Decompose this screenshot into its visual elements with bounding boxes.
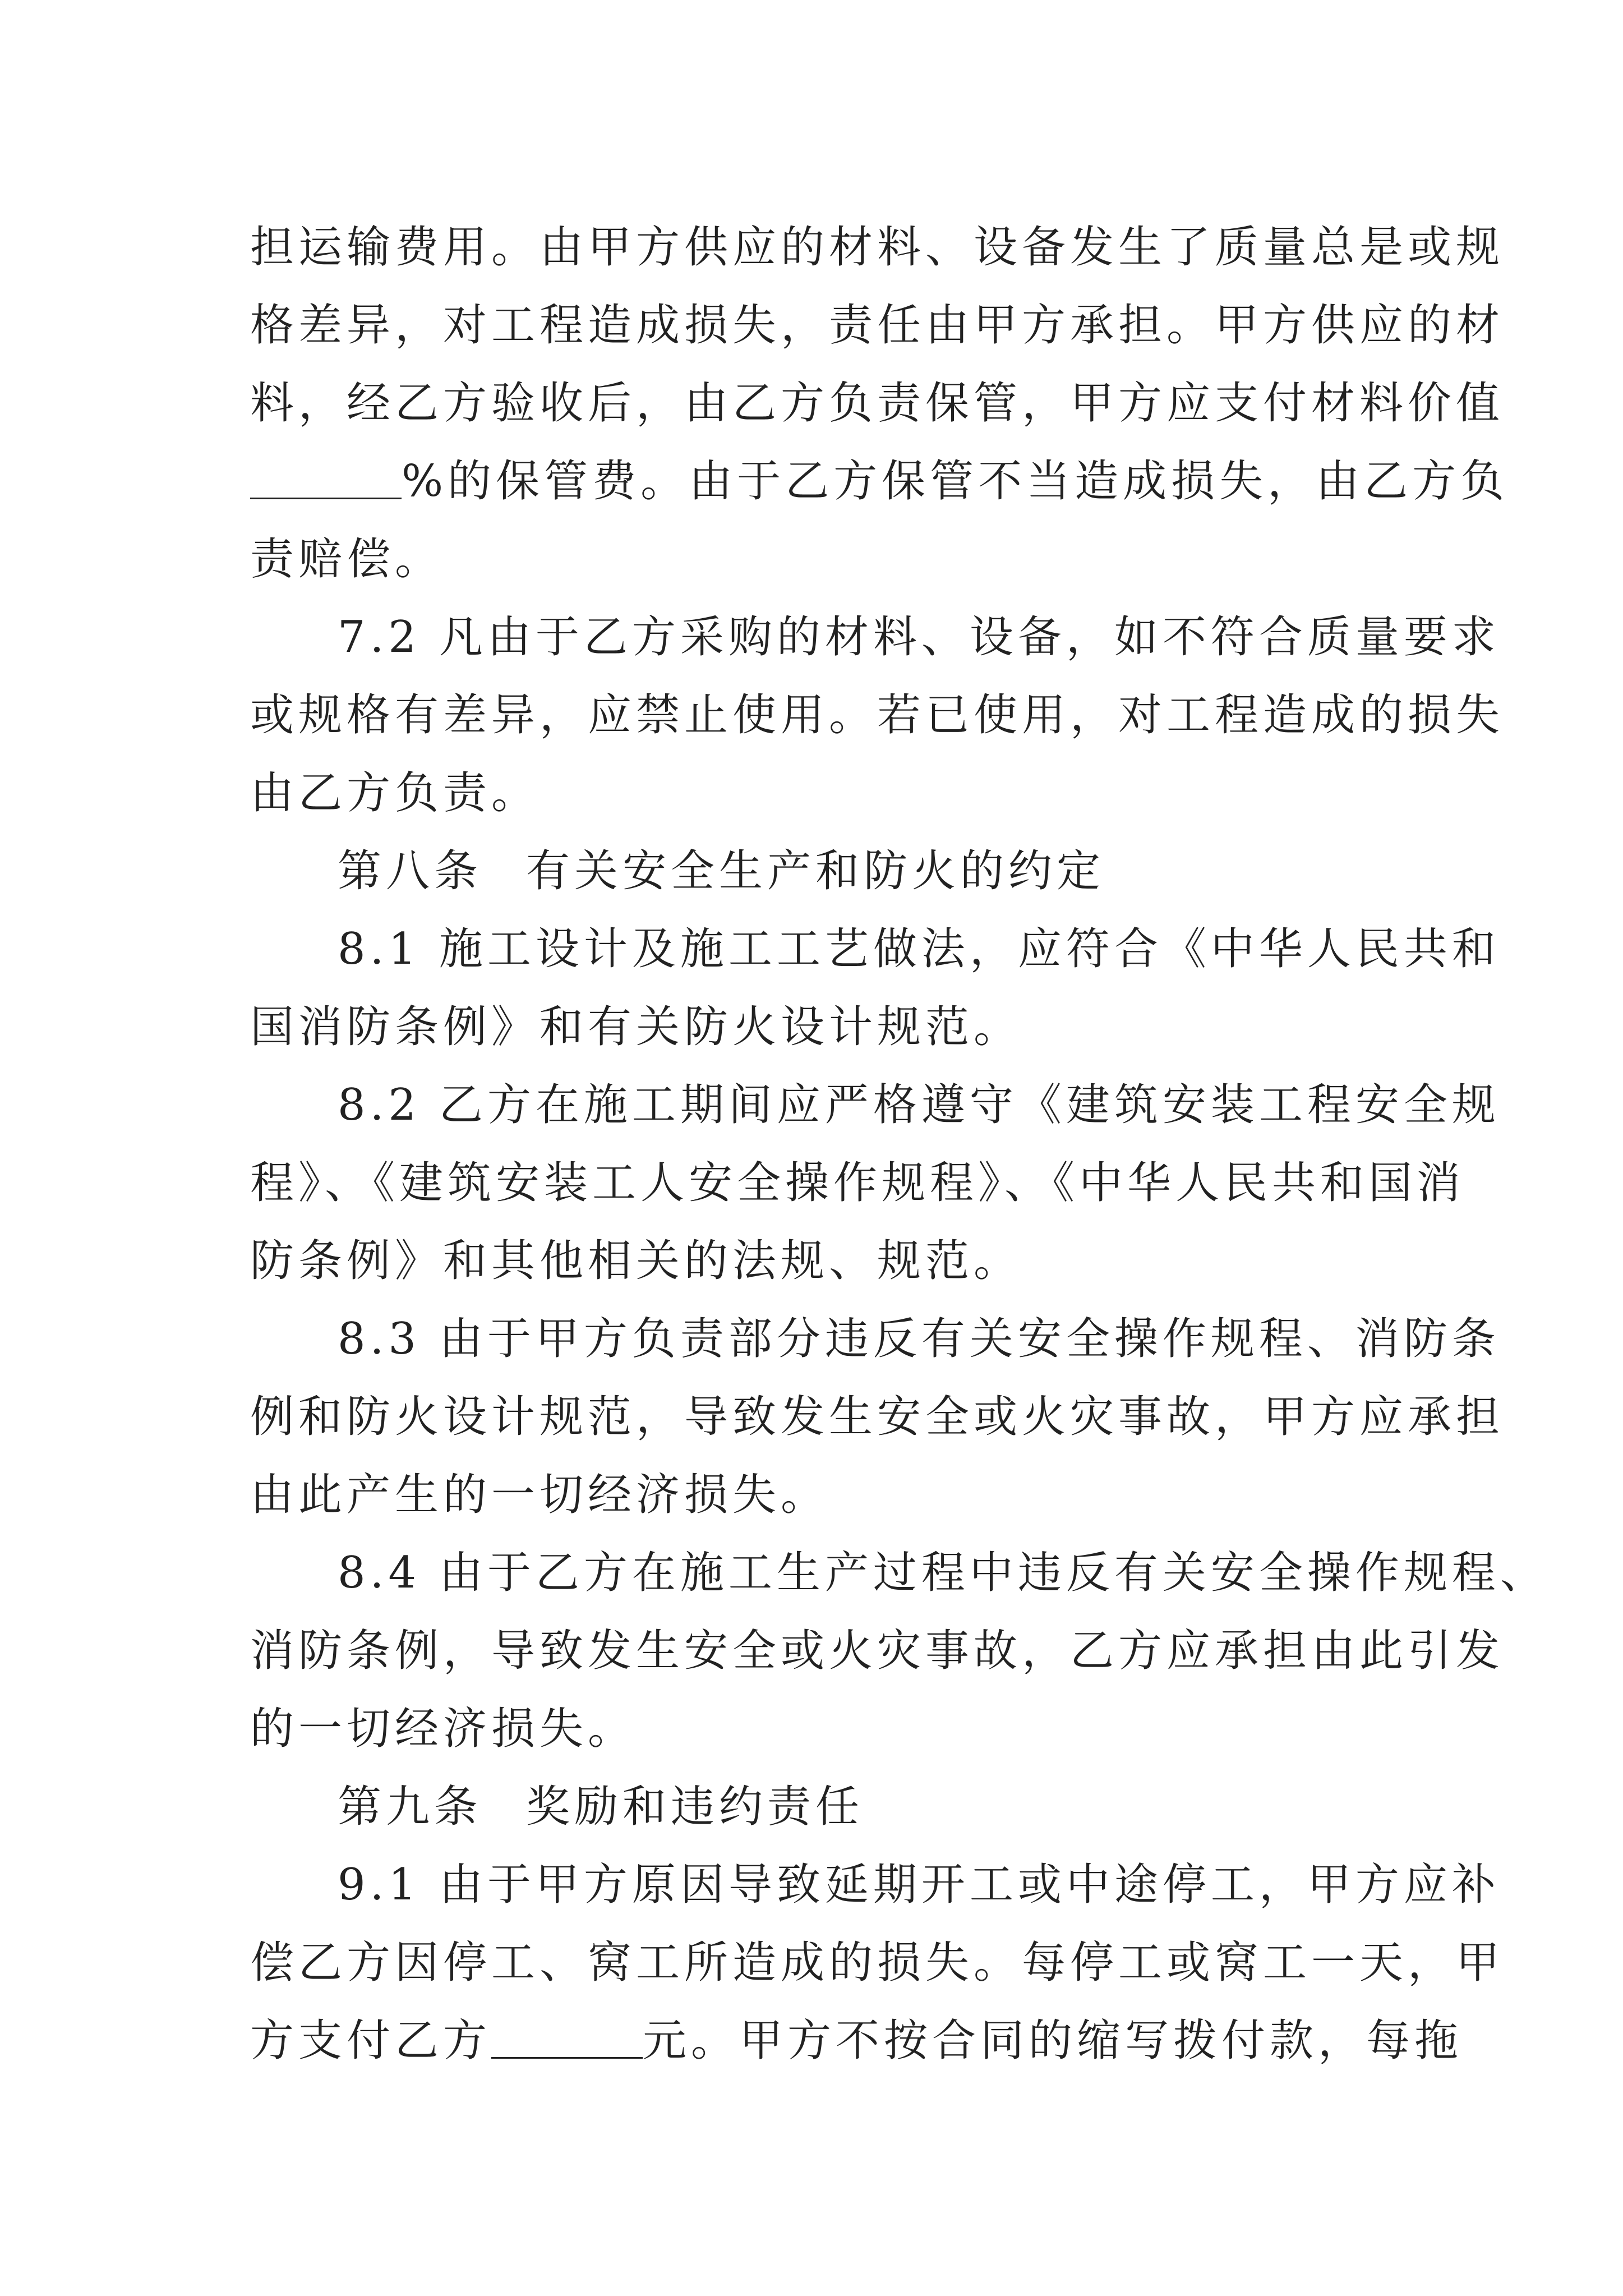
text-line: 料，经乙方验收后，由乙方负责保管，甲方应支付材料价值 (250, 378, 1505, 429)
text-line: 由此产生的一切经济损失。 (250, 1470, 829, 1520)
text-line: 偿乙方因停工、窝工所造成的损失。每停工或窝工一天，甲 (250, 1938, 1505, 1988)
clause-8-1: 8.1 施工设计及施工工艺做法，应符合《中华人民共和 (338, 924, 1500, 974)
document-body (250, 209, 1548, 2080)
text-line: 国消防条例》和有关防火设计规范。 (250, 1002, 1022, 1052)
line-text-after: %的保管费。由于乙方保管不当造成损失，由乙方负 (402, 456, 1509, 507)
clause-8-2: 8.2 乙方在施工期间应严格遵守《建筑安装工程安全规 (338, 1080, 1500, 1130)
text-line: 防条例》和其他相关的法规、规范。 (250, 1236, 1022, 1286)
line-text-before: 方支付乙方 (250, 2016, 492, 2066)
clause-8-3: 8.3 由于甲方负责部分违反有关安全操作规程、消防条 (338, 1314, 1500, 1364)
text-line: 例和防火设计规范，导致发生安全或火灾事故，甲方应承担 (250, 1392, 1505, 1442)
article-title: 奖励和违约责任 (526, 1782, 864, 1832)
text-line: 消防条例，导致发生安全或火灾事故，乙方应承担由此引发 (250, 1626, 1505, 1676)
article-8-heading (250, 832, 1383, 910)
clause-7-2: 7.2 凡由于乙方采购的材料、设备，如不符合质量要求 (338, 612, 1500, 662)
article-title: 有关安全生产和防火的约定 (526, 846, 1105, 896)
text-line-with-blank (250, 443, 1509, 521)
text-line: 的一切经济损失。 (250, 1704, 637, 1754)
article-9-heading (250, 1768, 1383, 1846)
text-line: 由乙方负责。 (250, 768, 540, 818)
text-line-with-blank (250, 2002, 1463, 2080)
article-label: 第九条 (338, 1782, 483, 1832)
text-line: 责赔偿。 (250, 534, 444, 585)
clause-8-4: 8.4 由于乙方在施工生产过程中违反有关安全操作规程、 (338, 1548, 1548, 1598)
line-text-after: 元。甲方不按合同的缩写拨付款，每拖 (643, 2016, 1463, 2066)
article-label: 第八条 (338, 846, 483, 896)
clause-9-1: 9.1 由于甲方原因导致延期开工或中途停工，甲方应补 (338, 1860, 1500, 1910)
text-line: 程》、《建筑安装工人安全操作规程》、《中华人民共和国消 (250, 1158, 1465, 1208)
text-line: 格差异，对工程造成损失，责任由甲方承担。甲方供应的材 (250, 300, 1505, 351)
text-line: 担运输费用。由甲方供应的材料、设备发生了质量总是或规 (250, 222, 1505, 273)
text-line: 或规格有差异，应禁止使用。若已使用，对工程造成的损失 (250, 690, 1505, 740)
fill-in-blank (250, 458, 402, 499)
fill-in-blank (491, 2018, 643, 2059)
